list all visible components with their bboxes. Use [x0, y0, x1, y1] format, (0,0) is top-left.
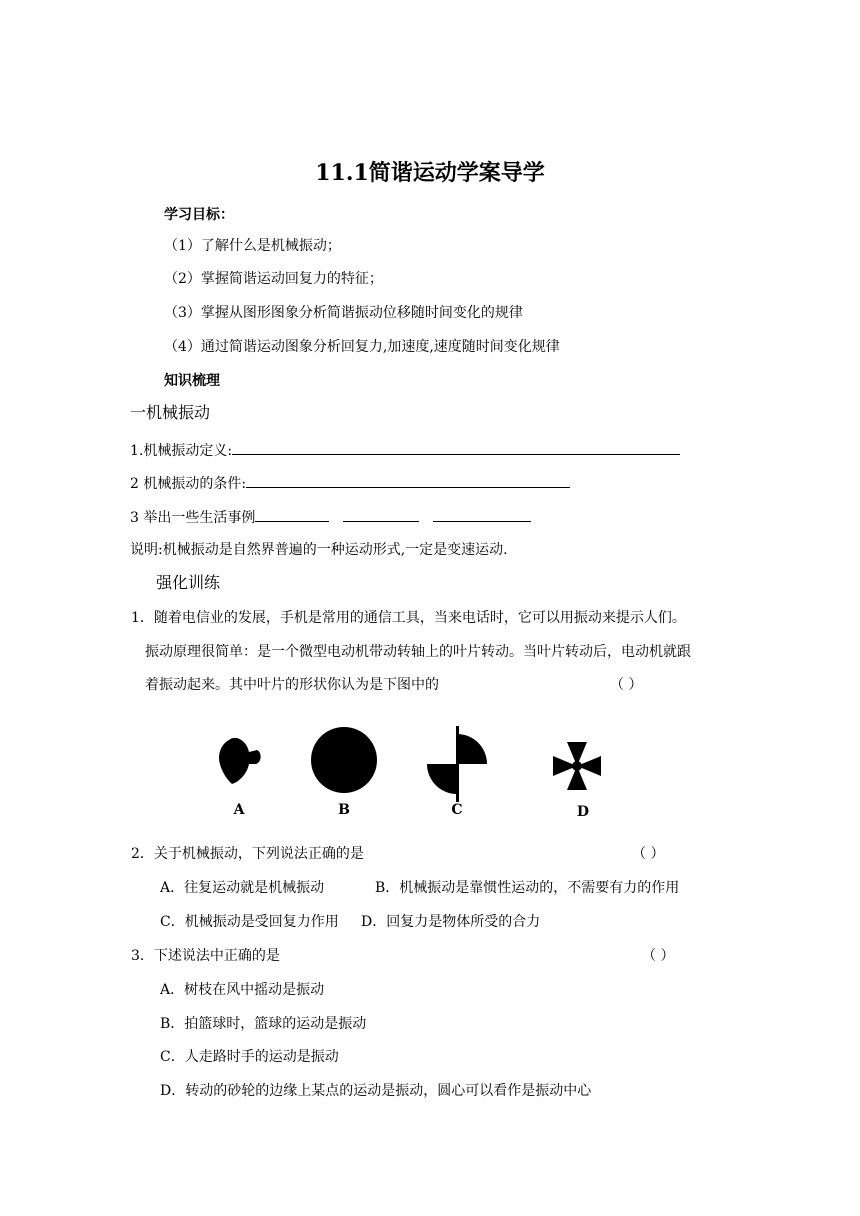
problem-3-stem: 3．下述说法中正确的是 — [131, 948, 280, 964]
examples-label: 3 举出一些生活事例 — [130, 510, 256, 526]
blade-a-shape — [219, 738, 261, 784]
answer-blank — [255, 508, 329, 522]
examples-question — [130, 508, 531, 527]
blade-b-shape — [311, 727, 377, 793]
option-c: C．机械振动是受回复力作用 — [160, 914, 339, 930]
option-d: D．回复力是物体所受的合力 — [361, 914, 541, 930]
objective-item: （2）掌握简谐运动回复力的特征； — [164, 271, 383, 287]
note-text: 说明:机械振动是自然界普遍的一种运动形式,一定是变速运动. — [130, 542, 508, 558]
page-title: 11.1简谐运动学案导学 — [315, 160, 545, 186]
option-a: A．往复运动就是机械振动 — [160, 880, 325, 896]
blade-label: C — [451, 802, 463, 818]
knowledge-heading: 知识梳理 — [164, 373, 220, 389]
answer-blank — [246, 474, 570, 488]
problem-1-line: 1．随着电信业的发展，手机是常用的通信工具，当来电话时，它可以用振动来提示人们。 — [131, 610, 686, 626]
blade-c-shape — [427, 726, 487, 802]
blade-label: B — [338, 802, 350, 818]
answer-parentheses: （ ） — [610, 677, 643, 693]
option-b: B．拍篮球时，篮球的运动是振动 — [160, 1016, 367, 1032]
training-heading: 强化训练 — [156, 573, 221, 592]
option-a: A．树枝在风中摇动是振动 — [160, 982, 325, 998]
objective-item: （1）了解什么是机械振动； — [164, 238, 341, 254]
answer-blank — [232, 441, 680, 455]
answer-blank — [433, 508, 531, 522]
objective-item: （3）掌握从图形图象分析简谐振动位移随时间变化的规律 — [164, 305, 523, 321]
objectives-heading: 学习目标： — [164, 207, 234, 223]
condition-question — [130, 474, 570, 493]
definition-question — [130, 441, 680, 460]
answer-parentheses: （ ） — [632, 846, 665, 862]
blade-d-shape — [553, 742, 601, 790]
option-c: C．人走路时手的运动是振动 — [160, 1049, 339, 1065]
section-heading: 一机械振动 — [130, 403, 211, 422]
answer-parentheses: （ ） — [642, 948, 675, 964]
option-d: D．转动的砂轮的边缘上某点的运动是振动，圆心可以看作是振动中心 — [160, 1083, 592, 1099]
fan-blade-figure — [205, 722, 625, 822]
definition-label: 1.机械振动定义: — [130, 443, 233, 459]
answer-blank — [343, 508, 419, 522]
problem-1-line: 着振动起来。其中叶片的形状你认为是下图中的 — [145, 677, 439, 693]
condition-label: 2 机械振动的条件: — [130, 476, 247, 492]
option-b: B．机械振动是靠惯性运动的，不需要有力的作用 — [375, 880, 680, 896]
blade-label: A — [233, 802, 245, 818]
problem-1-line: 振动原理很简单：是一个微型电动机带动转轴上的叶片转动。当叶片转动后，电动机就跟 — [145, 644, 691, 660]
problem-2-stem: 2．关于机械振动，下列说法正确的是 — [131, 846, 364, 862]
objective-item: （4）通过简谐运动图象分析回复力,加速度,速度随时间变化规律 — [164, 339, 560, 355]
blade-label: D — [576, 804, 590, 820]
